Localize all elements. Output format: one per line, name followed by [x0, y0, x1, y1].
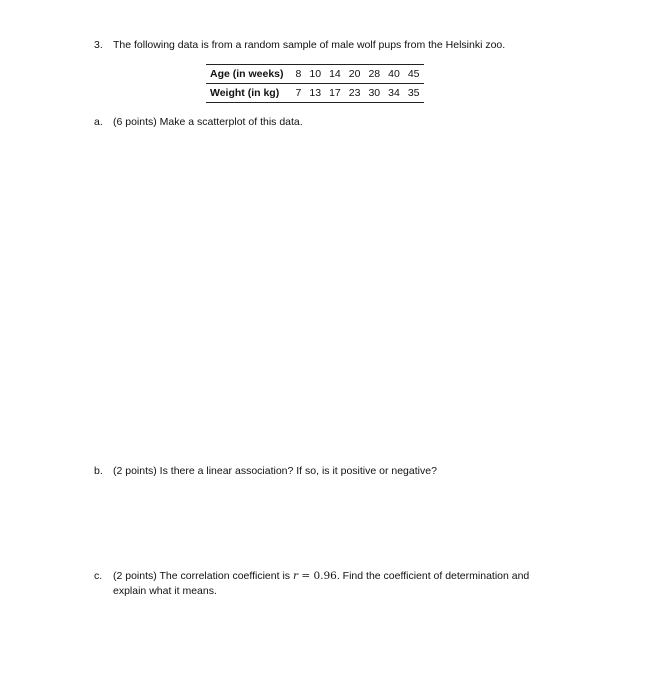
weight-value: 35: [404, 84, 424, 103]
weight-value: 7: [292, 84, 306, 103]
part-c-label: c.: [94, 570, 103, 582]
age-value: 14: [325, 65, 345, 84]
question-number: 3.: [94, 39, 103, 51]
age-value: 20: [345, 65, 365, 84]
row-label-weight: Weight (in kg): [206, 84, 292, 103]
weight-value: 13: [305, 84, 325, 103]
correlation-variable: r: [292, 570, 298, 582]
weight-value: 17: [325, 84, 345, 103]
part-c-text: [113, 570, 529, 582]
weight-value: 30: [364, 84, 384, 103]
weight-value: 34: [384, 84, 404, 103]
correlation-equation: = 0.96: [297, 570, 337, 582]
age-value: 40: [384, 65, 404, 84]
data-table: [206, 64, 424, 103]
part-b-text: (2 points) Is there a linear association? If so, is it positive or negative?: [113, 465, 437, 477]
age-value: 10: [305, 65, 325, 84]
age-value: 45: [404, 65, 424, 84]
part-c-text-before: (2 points) The correlation coefficient is: [113, 570, 293, 582]
row-label-age: Age (in weeks): [206, 65, 292, 84]
question-text: The following data is from a random sample of male wolf pups from the Helsinki zoo.: [113, 39, 506, 51]
part-c-text-after: . Find the coefficient of determination and: [336, 570, 530, 582]
table-row-age: [206, 65, 424, 84]
weight-value: 23: [345, 84, 365, 103]
age-value: 8: [292, 65, 306, 84]
part-a-label: a.: [94, 116, 103, 128]
part-c-text-line2: explain what it means.: [113, 585, 217, 597]
part-a-text: (6 points) Make a scatterplot of this data.: [113, 116, 303, 128]
table-row-weight: [206, 84, 424, 103]
age-value: 28: [364, 65, 384, 84]
part-b-label: b.: [94, 465, 103, 477]
